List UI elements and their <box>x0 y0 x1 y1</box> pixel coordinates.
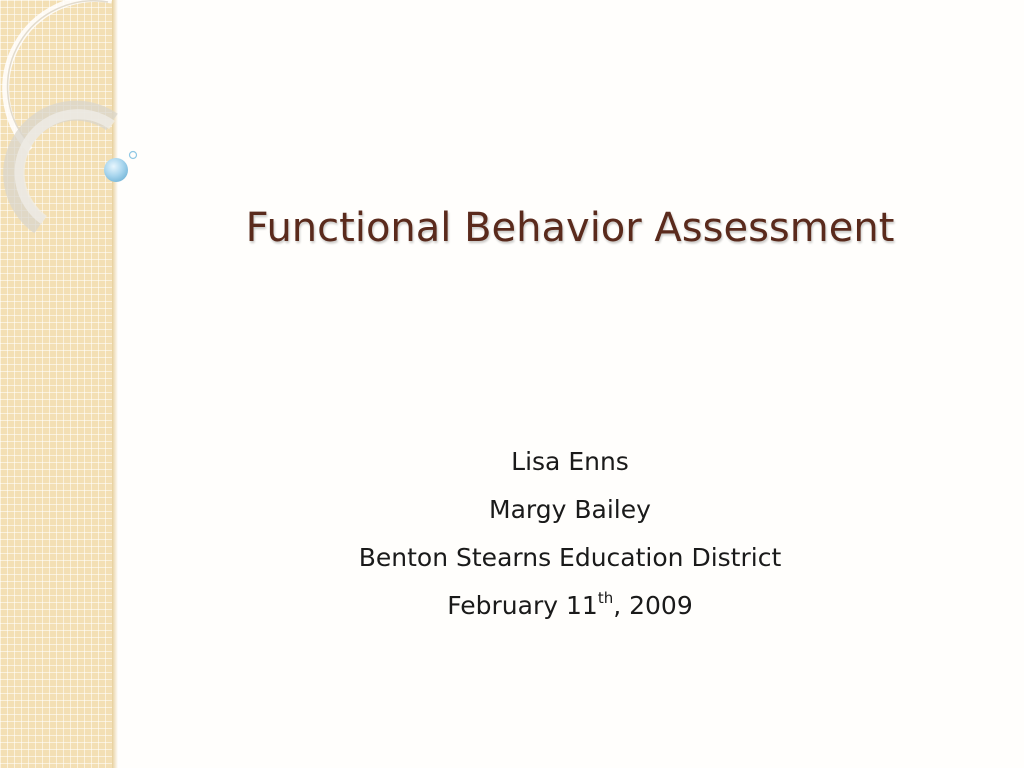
organization-name: Benton Stearns Education District <box>358 543 782 572</box>
slide-subtitle <box>170 438 970 630</box>
presenter-name-1: Lisa Enns <box>511 447 629 476</box>
presenter-name-2: Margy Bailey <box>489 495 651 524</box>
presentation-date <box>170 582 970 630</box>
small-bubble-icon <box>130 152 137 159</box>
date-year: , 2009 <box>613 591 693 620</box>
large-bubble-icon <box>104 158 128 182</box>
slide-title: Functional Behavior Assessment <box>245 205 895 251</box>
date-prefix: February 11 <box>447 591 598 620</box>
date-ordinal-suffix: th <box>597 589 614 607</box>
